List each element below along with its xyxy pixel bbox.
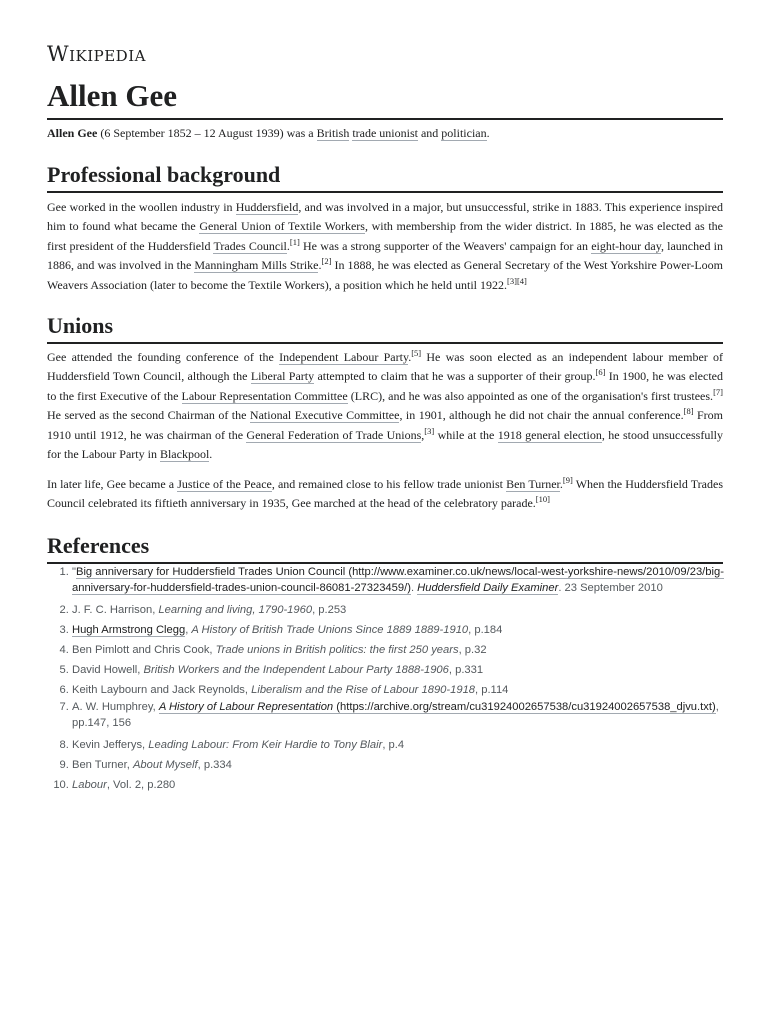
citation-3b[interactable]: [3] <box>424 425 435 436</box>
lead-paragraph <box>47 124 723 144</box>
ref-text: " <box>72 566 76 578</box>
link-trade-unionist[interactable]: trade unionist <box>352 126 418 140</box>
ref-1-url-link[interactable]: (http://www.examiner.co.uk/news/local-west-yorkshire-news/2010/09/23/big-anniversary-for-huddersfield-trades-union-council-86081-27323459/) <box>72 566 724 594</box>
link-1918-general-election[interactable]: 1918 general election <box>497 427 602 442</box>
reference-item <box>72 755 752 775</box>
heading-professional-background: Professional background <box>47 160 723 193</box>
ref-page: , p.32 <box>458 644 487 656</box>
ref-author: Ben Turner, <box>72 759 133 771</box>
ref-page: , p.4 <box>382 739 405 751</box>
body-text: . <box>559 477 563 491</box>
ref-3-author-link[interactable]: Hugh Armstrong Clegg <box>72 624 186 636</box>
citation-4[interactable]: [4] <box>516 275 527 286</box>
lead-text: (6 September 1852 – 12 August 1939) was a <box>97 126 317 140</box>
ref-author: A. W. Humphrey, <box>72 701 159 713</box>
body-text: . <box>209 447 213 462</box>
ref-page: , pp.147, 156 <box>72 701 719 729</box>
body-text: attempted to claim that he was a supporter of their group. <box>314 369 596 384</box>
link-manningham-mills-strike[interactable]: Manningham Mills Strike <box>194 258 319 273</box>
ref-text: , <box>185 624 192 636</box>
link-trades-council[interactable]: Trades Council <box>213 238 287 253</box>
unions-paragraph-1 <box>47 348 723 464</box>
link-general-federation-trade-unions[interactable]: General Federation of Trade Unions <box>246 427 422 442</box>
ref-author: Ben Pimlott and Chris Cook, <box>72 644 216 656</box>
link-ben-turner[interactable]: Ben Turner <box>506 477 560 491</box>
ref-page: , p.184 <box>468 624 503 636</box>
body-text: , he stood unsuccessfully for the Labour Party in <box>47 427 724 462</box>
link-blackpool[interactable]: Blackpool <box>159 447 210 462</box>
body-text: He was soon elected as an independent labour member of Huddersfield Town Council, although the <box>47 350 724 384</box>
body-text: . <box>408 350 412 364</box>
reference-item <box>72 660 752 680</box>
ref-author: Kevin Jefferys, <box>72 739 149 751</box>
body-text: From 1910 until 1912, he was chairman of the <box>47 408 724 442</box>
reference-item <box>72 565 752 600</box>
body-text: In later life, Gee became a <box>47 477 178 491</box>
body-text: while at the <box>434 427 498 442</box>
ref-work: A History of British Trade Unions Since 1889 1889-1910 <box>191 624 469 636</box>
body-text: , with membership from the wider district. In 1885, he was elected as the first president of the Huddersfield <box>47 219 723 253</box>
ref-work: Trade unions in British politics: the first 250 years <box>215 644 459 656</box>
link-eight-hour-day[interactable]: eight-hour day <box>591 238 661 253</box>
ref-work: Learning and living, 1790-1960 <box>158 604 313 616</box>
ref-page: , Vol. 2, p.280 <box>106 779 176 791</box>
ref-author: J. F. C. Harrison, <box>72 604 159 616</box>
background-paragraph <box>47 198 723 295</box>
body-text: , <box>421 427 425 442</box>
body-text: , and was involved in a major, but unsuccessful, strike in 1883. This experience inspired him to found what became the <box>47 200 723 234</box>
body-text: Gee worked in the woollen industry in <box>47 200 236 214</box>
article-title: Allen Gee <box>47 76 723 120</box>
body-text: When the Huddersfield Trades Council celebrated its fiftieth anniversary in 1935, Gee marched at the head of the celebratory parade. <box>47 477 723 511</box>
lead-text: and <box>417 126 442 140</box>
ref-work: About Myself <box>132 759 198 771</box>
ref-text: . <box>410 581 418 594</box>
citation-6[interactable]: [6] <box>595 367 606 378</box>
ref-page: , p.114 <box>475 684 509 696</box>
subject-name: Allen Gee <box>47 126 98 140</box>
ref-page: , p.334 <box>197 759 232 771</box>
link-british[interactable]: British <box>316 126 350 140</box>
body-text: He was a strong supporter of the Weavers' campaign for an <box>299 238 592 253</box>
citation-3[interactable]: [3] <box>507 275 517 286</box>
ref-page: , p.331 <box>448 664 484 676</box>
citation-10[interactable]: [10] <box>535 494 550 505</box>
body-text: Gee attended the founding conference of the <box>47 350 280 364</box>
body-text: . <box>318 258 322 273</box>
link-justice-of-the-peace[interactable]: Justice of the Peace <box>177 477 272 491</box>
body-text: , and remained close to his fellow trade unionist <box>271 477 507 491</box>
body-text: In 1900, he was elected to the first Executive of the <box>47 369 723 403</box>
citation-7[interactable]: [7] <box>713 386 723 397</box>
ref-work: Leading Labour: From Keir Hardie to Tony Blair <box>148 739 383 751</box>
reference-item <box>72 680 752 700</box>
ref-page: , p.253 <box>312 604 347 616</box>
body-text: , launched in 1886, and was involved in the <box>47 238 723 273</box>
ref-author: David Howell, <box>72 664 144 676</box>
citation-5[interactable]: [5] <box>411 348 422 358</box>
ref-7-work-link[interactable]: A History of Labour Representation <box>158 701 334 713</box>
body-text: , in 1901, although he did not chair the annual conference. <box>399 408 684 423</box>
unions-paragraph-2 <box>47 475 723 514</box>
ref-work: British Workers and the Independent Labour Party 1888-1906 <box>143 664 449 676</box>
reference-item <box>72 735 752 755</box>
link-liberal-party[interactable]: Liberal Party <box>250 369 315 384</box>
reference-item <box>72 600 752 620</box>
wikipedia-logo[interactable]: Wikipedia <box>47 42 146 66</box>
citation-9[interactable]: [9] <box>562 475 573 485</box>
citation-1[interactable]: [1] <box>289 236 300 247</box>
references-list <box>47 565 752 795</box>
heading-references: References <box>47 531 723 564</box>
ref-1-publisher[interactable]: Huddersfield Daily Examiner <box>417 581 559 594</box>
body-text: . <box>286 238 290 253</box>
ref-work: Labour <box>72 779 107 791</box>
heading-unions: Unions <box>47 311 723 344</box>
citation-8[interactable]: [8] <box>683 406 694 417</box>
reference-item <box>72 700 752 735</box>
link-general-union-textile-workers[interactable]: General Union of Textile Workers <box>199 219 365 234</box>
link-labour-representation-committee[interactable]: Labour Representation Committee <box>181 388 348 403</box>
ref-author: Keith Laybourn and Jack Reynolds, <box>72 684 252 696</box>
citation-2[interactable]: [2] <box>321 256 332 267</box>
link-politician[interactable]: politician <box>441 126 487 140</box>
reference-item <box>72 640 752 660</box>
reference-item <box>72 775 752 795</box>
reference-item <box>72 620 752 640</box>
ref-1-title-link[interactable]: Big anniversary for Huddersfield Trades Union Council <box>75 566 346 578</box>
link-huddersfield[interactable]: Huddersfield <box>235 200 299 214</box>
body-text: He served as the second Chairman of the <box>47 408 250 423</box>
ref-work: Liberalism and the Rise of Labour 1890-1918 <box>251 684 476 696</box>
body-text: In 1888, he was elected as General Secretary of the West Yorkshire Power-Loom Weavers Association (later to become the Textile Workers), a position which he held until 1922. <box>47 258 724 292</box>
link-independent-labour-party[interactable]: Independent Labour Party <box>279 350 409 364</box>
lead-text: . <box>486 126 490 140</box>
body-text: (LRC), and he was also appointed as one of the organisation's first trustees. <box>347 388 714 403</box>
ref-7-url-link[interactable]: (https://archive.org/stream/cu31924002657538/cu31924002657538_djvu.txt) <box>333 701 716 713</box>
link-national-executive-committee[interactable]: National Executive Committee <box>249 408 400 423</box>
ref-text: . 23 September 2010 <box>558 581 663 594</box>
